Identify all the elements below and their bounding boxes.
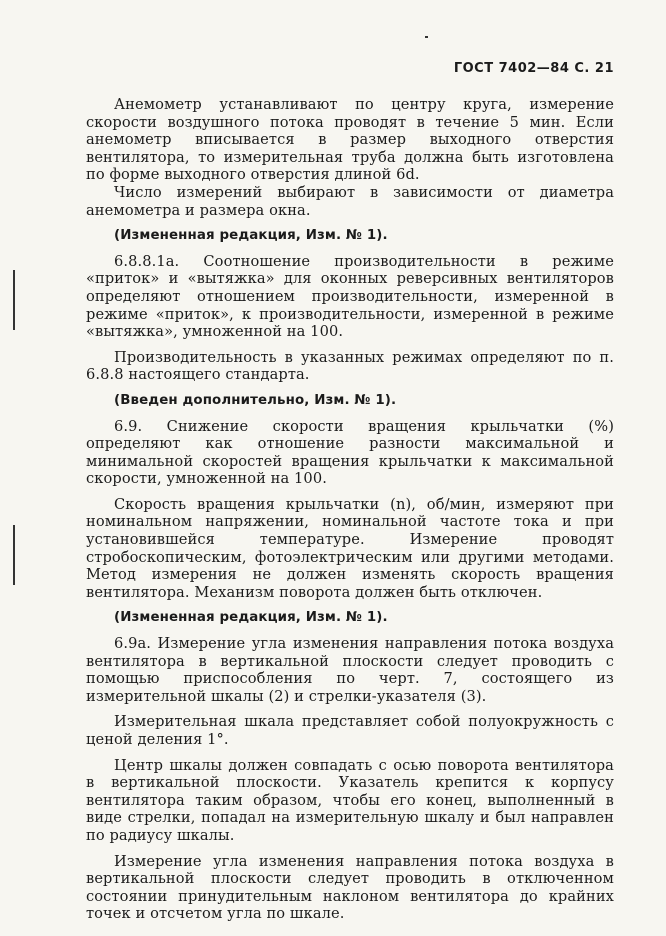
paragraph: 6.8.8.1а. Соотношение производительности в режиме «приток» и «вытяжка» для оконных реверсивных вентиляторов определяют отношением производительности, измеренной в режиме «приток», к производительности, измеренной в режиме «вытяжка», умноженной на 100. [86,252,614,341]
paragraph: Производительность в указанных режимах определяют по п. 6.8.8 настоящего стандарта. [86,348,614,384]
paragraph: Измерение угла изменения направления потока воздуха в вертикальной плоскости следует проводить в отключенном состоянии принудительным наклоном вентилятора до крайних точек и отсчетом угла по шкале. [86,852,614,923]
paragraph: Скорость вращения крыльчатки (n), об/мин, измеряют при номинальном напряжении, номинальной частоте тока и при установившейся температуре. Измерение проводят стробоскопическим, фотоэлектрическим или другими методами. Метод измерения не должен изменять скорость вращения вентилятора. Механизм поворота должен быть отключен. [86,495,614,601]
document-body [86,96,614,923]
margin-mark [13,525,15,585]
paragraph: Число измерений выбирают в зависимости от диаметра анемометра и размера окна. [86,183,614,219]
margin-mark [13,270,15,330]
paragraph: 6.9а. Измерение угла изменения направления потока воздуха вентилятора в вертикальной плоскости следует проводить с помощью приспособления по черт. 7, состоящего из измерительной шкалы (2) и стрелки-указателя (3). [86,635,614,705]
paragraph: Измерительная шкала представляет собой полуокружность с ценой деления 1°. [86,713,614,748]
paragraph: 6.9. Снижение скорости вращения крыльчатки (%) определяют как отношение разности максимальной и минимальной скоростей вращения крыльчатки к максимальной скорости, умноженной на 100. [86,417,614,488]
paragraph: Анемометр устанавливают по центру круга, измерение скорости воздушного потока проводят в течение 5 мин. Если анемометр вписывается в размер выходного отверстия вентилятора, то измерительная труба должна быть изготовлена по форме выходного отверстия длиной 6d. [86,96,614,184]
page-header: ГОСТ 7402—84 С. 21 [453,61,614,76]
amendment-note: (Измененная редакция, Изм. № 1). [114,228,388,244]
paragraph: Центр шкалы должен совпадать с осью поворота вентилятора в вертикальной плоскости. Указатель крепится к корпусу вентилятора таким образом, чтобы его конец, выполненный в виде стрелки, попадал на измерительную шкалу и был направлен по радиусу шкалы. [86,756,614,844]
scan-speck [425,36,428,38]
amendment-note: (Введен дополнительно, Изм. № 1). [114,392,397,408]
amendment-note: (Измененная редакция, Изм. № 1). [114,610,388,626]
